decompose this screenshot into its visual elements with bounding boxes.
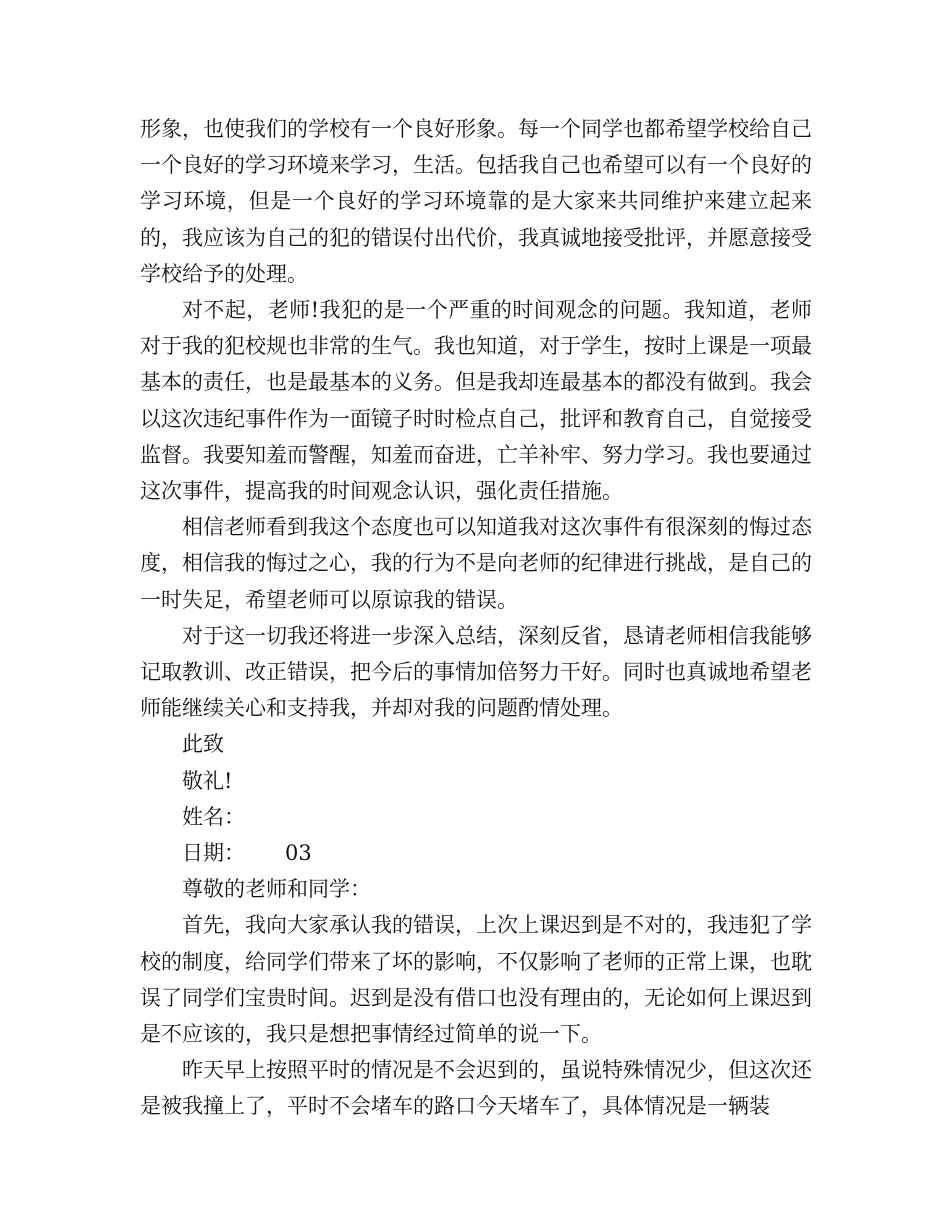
date-line	[140, 835, 812, 871]
paragraph-1: 形象，也使我们的学校有一个良好形象。每一个同学也都希望学校给自己一个良好的学习环境来学习，生活。包括我自己也希望可以有一个良好的学习环境，但是一个良好的学习环境靠的是大家来共同维护来建立起来的，我应该为自己的犯的错误付出代价，我真诚地接受批评，并愿意接受学校给予的处理。	[140, 117, 812, 286]
closing-regards: 敬礼!	[182, 768, 233, 793]
second-letter-paragraph-1: 首先，我向大家承认我的错误，上次上课迟到是不对的，我违犯了学校的制度，给同学们带来了坏的影响，不仅影响了老师的正常上课，也耽误了同学们宝贵时间。迟到是没有借口也没有理由的，无论如何上课迟到是不应该的，我只是想把事情经过简单的说一下。	[140, 913, 812, 1047]
paragraph-2: 对不起，老师!我犯的是一个严重的时间观念的问题。我知道，老师对于我的犯校规也非常的生气。我也知道，对于学生，按时上课是一项最基本的责任，也是最基本的义务。但是我却连最基本的都没有做到。我会以这次违纪事件作为一面镜子时时检点自己，批评和教育自己，自觉接受监督。我要知羞而警醒，知羞而奋进，亡羊补牢、努力学习。我也要通过这次事件，提高我的时间观念认识，强化责任措施。	[140, 298, 812, 504]
second-letter-paragraph-2: 昨天早上按照平时的情况是不会迟到的，虽说特殊情况少，但这次还是被我撞上了，平时不会堵车的路口今天堵车了，具体情况是一辆装	[140, 1058, 812, 1119]
second-letter-greeting: 尊敬的老师和同学：	[182, 877, 371, 902]
paragraph-4: 对于这一切我还将进一步深入总结，深刻反省，恳请老师相信我能够记取教训、改正错误，把今后的事情加倍努力干好。同时也真诚地希望老师能继续关心和支持我，并却对我的问题酌情处理。	[140, 623, 812, 721]
paragraph-3: 相信老师看到我这个态度也可以知道我对这次事件有很深刻的悔过态度，相信我的悔过之心，我的行为不是向老师的纪律进行挑战，是自己的一时失足，希望老师可以原谅我的错误。	[140, 515, 812, 612]
closing-salutation: 此致	[182, 732, 224, 757]
name-label: 姓名：	[182, 804, 245, 829]
date-value: 03	[285, 841, 312, 866]
document-page	[140, 111, 812, 1125]
date-label: 日期：	[182, 841, 245, 866]
